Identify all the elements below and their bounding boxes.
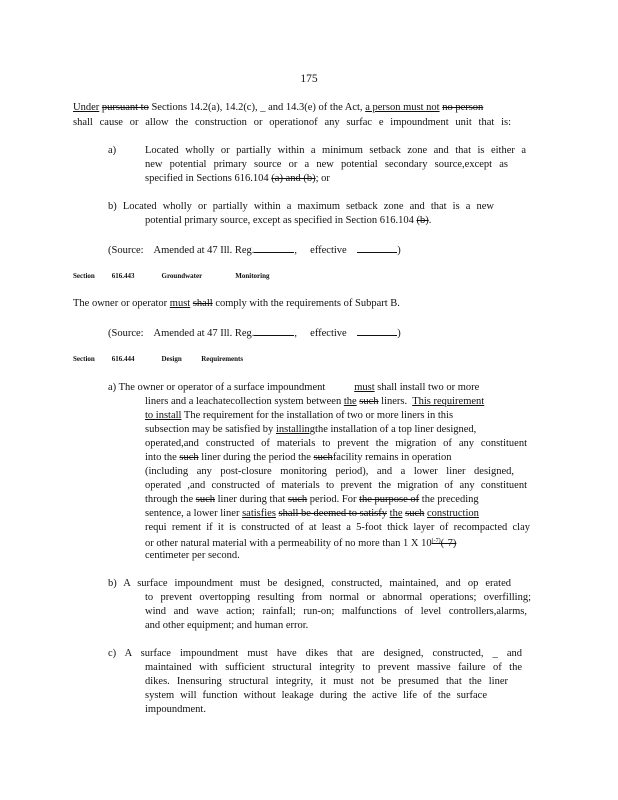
deleted-such: such bbox=[179, 452, 199, 463]
item-a-label: a) bbox=[108, 145, 117, 156]
blank-effective bbox=[357, 242, 397, 253]
heading-number: 616.443 bbox=[111, 272, 135, 280]
text-the-owner: a) The owner or operator of a surface impoundment bbox=[108, 382, 326, 393]
text-liner-during: liner during the period the bbox=[201, 452, 311, 463]
inserted-a-person-must-not: a person must not bbox=[365, 102, 440, 113]
inserted-satisfies: satisfies bbox=[242, 508, 276, 519]
deleted-pursuant-to: pursuant to bbox=[101, 102, 149, 113]
para-c-line-2: maintained with sufficient structural integrity to prevent massive failure of the bbox=[145, 662, 522, 673]
source-close: ) bbox=[397, 245, 401, 256]
source-label: (Source: bbox=[108, 328, 144, 339]
inserted-to-install: to install bbox=[145, 410, 182, 421]
deleted-exponent: (-7) bbox=[440, 538, 457, 549]
deleted-such: such bbox=[405, 508, 425, 519]
inserted-construction: construction bbox=[426, 508, 479, 519]
text-comply: comply with the requirements of Subpart B. bbox=[215, 298, 400, 309]
text-period: . bbox=[428, 215, 432, 226]
para-b-line-4: and other equipment; and human error. bbox=[145, 620, 309, 631]
heading-word-section: Section bbox=[73, 355, 95, 363]
text-sentence: sentence, a lower liner bbox=[145, 508, 240, 519]
inserted-the: the bbox=[389, 508, 403, 519]
heading-word-requirements: Requirements bbox=[201, 355, 244, 363]
section-heading-444 bbox=[73, 353, 243, 366]
inserted-the: the bbox=[343, 396, 357, 407]
inserted-must: must bbox=[354, 382, 375, 393]
text-the-requirement: The requirement for the installation of two or more liners in this bbox=[183, 410, 454, 421]
deleted-such: such bbox=[195, 494, 215, 505]
text-facility-remains: facility remains in operation bbox=[332, 452, 452, 463]
para-c-line-3: dikes. Inensuring structural integrity, it must not be presumed that the liner bbox=[145, 676, 508, 687]
text-liner-during-that: liner during that bbox=[217, 494, 286, 505]
text-permeability: or other natural material with a permeability of no more than 1 X 10 bbox=[145, 538, 432, 549]
deleted-the-purpose-of: the purpose of bbox=[359, 494, 420, 505]
deleted-no-person: no person bbox=[442, 102, 484, 113]
source-label: (Source: bbox=[108, 245, 144, 256]
heading-number: 616.444 bbox=[111, 355, 135, 363]
inserted-must: must bbox=[169, 298, 191, 309]
deleted-shall: shall bbox=[192, 298, 213, 309]
para-c-line-4: system will function without leakage during the active life of the surface bbox=[145, 690, 487, 701]
owner-operator-line bbox=[73, 297, 400, 310]
source-close: ) bbox=[397, 328, 401, 339]
text-through-the: through the bbox=[145, 494, 194, 505]
text-the-installation: the installation of a top liner designed, bbox=[315, 424, 477, 435]
text-the-preceding: the preceding bbox=[421, 494, 479, 505]
text-under: Under bbox=[73, 102, 100, 113]
intro-line-2: shall cause or allow the construction or operationof any surfac e impoundment unit that is: bbox=[73, 117, 511, 128]
text-owner-operator: The owner or operator bbox=[73, 298, 168, 309]
text-subsection: subsection may be satisfied by bbox=[145, 424, 274, 435]
para-c-line-5: impoundment. bbox=[145, 704, 206, 715]
heading-word-groundwater: Groundwater bbox=[161, 272, 203, 280]
source-note-2 bbox=[108, 325, 401, 340]
para-a-line-7: (including any post-closure monitoring period), and a lower liner designed, bbox=[145, 466, 514, 477]
deleted-shall-be-deemed: shall be deemed to satisfy bbox=[278, 508, 388, 519]
text-liners: liners. bbox=[381, 396, 408, 407]
item-b-line-2 bbox=[145, 214, 431, 227]
deleted-such: such bbox=[359, 396, 379, 407]
inserted-exponent: (-7) bbox=[431, 538, 441, 544]
deleted-such: such bbox=[287, 494, 308, 505]
source-comma: , bbox=[294, 245, 298, 256]
para-a-line-13: centimeter per second. bbox=[145, 550, 240, 561]
deleted-b: (b) bbox=[416, 215, 429, 226]
section-heading-443 bbox=[73, 270, 269, 283]
deleted-such: such bbox=[313, 452, 333, 463]
para-a-line-3 bbox=[145, 409, 453, 422]
item-a-line-3 bbox=[145, 172, 330, 185]
para-a-line-4 bbox=[145, 423, 476, 436]
inserted-this-requirement: This requirement bbox=[412, 396, 485, 407]
para-a-line-1 bbox=[108, 381, 479, 394]
source-effective: effective bbox=[310, 245, 347, 256]
para-b-line-3: wind and wave action; rainfall; run-on; malfunctions of level controllers,alarms, bbox=[145, 606, 527, 617]
para-a-line-8: operated ,and constructed of materials to prevent the migration of any constituent bbox=[145, 480, 527, 491]
heading-word-section: Section bbox=[73, 272, 95, 280]
text-or: ; or bbox=[315, 173, 330, 184]
para-a-line-9 bbox=[145, 493, 479, 506]
para-b-line-1: b) A surface impoundment must be designed, constructed, maintained, and op erated bbox=[108, 578, 511, 589]
inserted-installing: installing bbox=[275, 424, 316, 435]
para-a-line-10 bbox=[145, 507, 479, 520]
intro-line-1 bbox=[73, 101, 540, 114]
item-a-line-1: Located wholly or partially within a minimum setback zone and that is either a bbox=[145, 145, 526, 156]
para-c-line-1: c) A surface impoundment must have dikes that are designed, constructed, _ and bbox=[108, 648, 522, 659]
item-a-line-2: new potential primary source or a new potential secondary source,except as bbox=[145, 159, 508, 170]
heading-word-design: Design bbox=[161, 355, 182, 363]
blank-effective bbox=[357, 325, 397, 336]
text-potential-primary: potential primary source, except as specified in Section 616.104 bbox=[145, 215, 414, 226]
source-amended: Amended at 47 Ill. Reg. bbox=[153, 328, 255, 339]
heading-word-monitoring: Monitoring bbox=[235, 272, 270, 280]
text-period-for: period. For bbox=[309, 494, 357, 505]
text-shall-install: shall install two or more bbox=[377, 382, 480, 393]
blank-reg bbox=[254, 325, 294, 336]
page-number: 175 bbox=[300, 73, 318, 85]
para-a-line-6 bbox=[145, 451, 451, 464]
source-amended: Amended at 47 Ill. Reg. bbox=[153, 245, 255, 256]
text-liners-leachate: liners and a leachatecollection system between bbox=[145, 396, 342, 407]
source-note-1 bbox=[108, 242, 401, 257]
para-a-line-2 bbox=[145, 395, 484, 408]
blank-reg bbox=[254, 242, 294, 253]
para-b-line-2: to prevent overtopping resulting from normal or abnormal operations; overfilling; bbox=[145, 592, 531, 603]
source-effective: effective bbox=[310, 328, 347, 339]
text-specified-sections: specified in Sections 616.104 bbox=[145, 173, 269, 184]
source-comma: , bbox=[294, 328, 298, 339]
text-sections-ref: Sections 14.2(a), 14.2(c), _ and 14.3(e) of the Act, bbox=[151, 102, 363, 113]
para-a-line-11: requi rement if it is constructed of at least a 5-foot thick layer of recompacted clay bbox=[145, 522, 530, 533]
item-b-line-1: b) Located wholly or partially within a maximum setback zone and that is a new bbox=[108, 201, 494, 212]
text-into-the: into the bbox=[145, 452, 177, 463]
deleted-a-and-b: (a) and (b) bbox=[271, 173, 316, 184]
para-a-line-5: operated,and constructed of materials to prevent the migration of any constituent bbox=[145, 438, 527, 449]
para-a-line-12 bbox=[145, 535, 456, 550]
